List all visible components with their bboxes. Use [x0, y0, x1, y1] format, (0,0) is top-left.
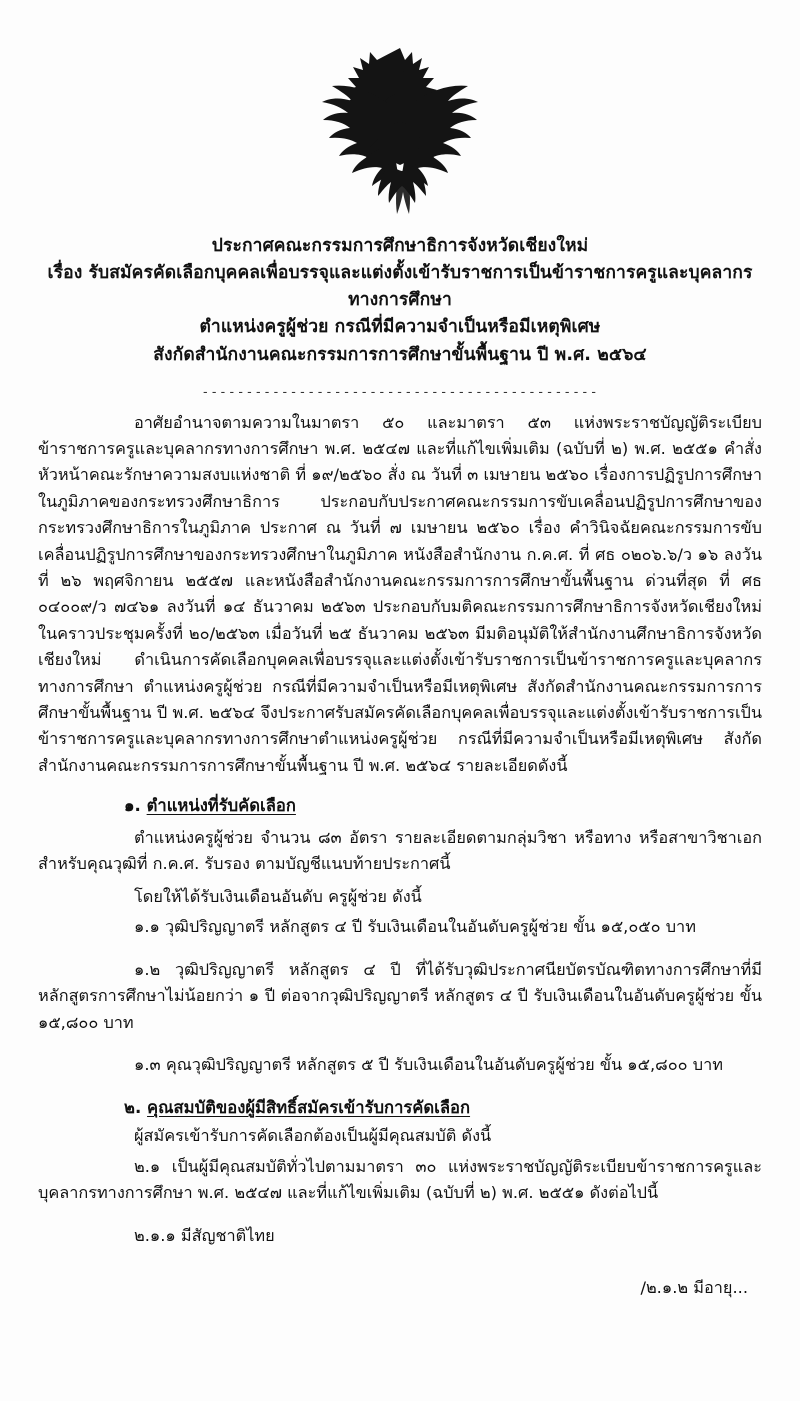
- section-2-number: ๒.: [124, 1098, 142, 1118]
- section-1-title: ตำแหน่งที่รับคัดเลือก: [146, 796, 296, 816]
- emblem-container: [38, 44, 762, 229]
- section-1-paragraph-1: ตำแหน่งครูผู้ช่วย จำนวน ๘๓ อัตรา รายละเอียดตามกลุ่มวิชา หรือทาง หรือสาขาวิชาเอก สำหรับคุณวุฒิที่ ก.ค.ศ. รับรอง ตามบัญชีแนบท้ายประกาศนี้: [38, 828, 762, 874]
- title-line-2: เรื่อง รับสมัครคัดเลือกบุคคลเพื่อบรรจุและแต่งตั้งเข้ารับราชการเป็นข้าราชการครูและบุคลากรทางการศึกษา: [47, 263, 753, 311]
- garuda-emblem: [310, 44, 490, 219]
- section-1-item-1: ๑.๑ วุฒิปริญญาตรี หลักสูตร ๔ ปี รับเงินเดือนในอันดับครูผู้ช่วย ขั้น ๑๕,๐๕๐ บาท: [134, 917, 696, 937]
- section-1-item-3: ๑.๓ คุณวุฒิปริญญาตรี หลักสูตร ๕ ปี รับเงินเดือนในอันดับครูผู้ช่วย ขั้น ๑๕,๘๐๐ บาท: [134, 1055, 723, 1075]
- section-1-item-2: ๑.๒ วุฒิปริญญาตรี หลักสูตร ๔ ปี ที่ได้รับวุฒิประกาศนียบัตรบัณฑิตทางการศึกษาที่มีหลักสูตรการศึกษาไม่น้อยกว่า ๑ ปี ต่อจากวุฒิปริญญาตรี หลักสูตร ๔ ปี รับเงินเดือนในอันดับครูผู้ช่วย ขั้น ๑๕,๘๐๐ บาท: [38, 959, 762, 1032]
- title-line-1: ประกาศคณะกรรมการศึกษาธิการจังหวัดเชียงใหม่: [211, 236, 589, 256]
- preamble-paragraph: อาศัยอำนาจตามความในมาตรา ๕๐ และมาตรา ๕๓ แห่งพระราชบัญญัติระเบียบข้าราชการครูและบุคลากรทางการศึกษา พ.ศ. ๒๕๔๗ และที่แก้ไขเพิ่มเติม (ฉบับที่ ๒) พ.ศ. ๒๕๕๑ คำสั่งหัวหน้าคณะรักษาความสงบแห่งชาติ ที่ ๑๙/๒๕๖๐ สั่ง ณ วันที่ ๓ เมษายน ๒๕๖๐ เรื่องการปฏิรูปการศึกษาในภูมิภาคของกระทรวงศึกษาธิการ ประกอบกับประกาศคณะกรรมการขับเคลื่อนปฏิรูปการศึกษาของกระทรวงศึกษาธิการในภูมิภาค ประกาศ ณ วันที่ ๗ เมษายน ๒๕๖๐ เรื่อง คำวินิจฉัยคณะกรรมการขับเคลื่อนปฏิรูปการศึกษาของกระทรวงศึกษาในภูมิภาค หนังสือสำนักงาน ก.ค.ศ. ที่ ศธ ๐๒๐๖.๖/ว ๑๖ ลงวันที่ ๒๖ พฤศจิกายน ๒๕๕๗ และหนังสือสำนักงานคณะกรรมการการศึกษาขั้นพื้นฐาน ด่วนที่สุด ที่ ศธ ๐๔๐๐๙/ว ๗๔๖๑ ลงวันที่ ๑๔ ธันวาคม ๒๕๖๓ ประกอบกับมติคณะกรรมการศึกษาธิการจังหวัดเชียงใหม่ ในคราวประชุมครั้งที่ ๒๐/๒๕๖๓ เมื่อวันที่ ๒๕ ธันวาคม ๒๕๖๓ มีมติอนุมัติให้สำนักงานศึกษาธิการจังหวัดเชียงใหม่ ดำเนินการคัดเลือกบุคคลเพื่อบรรจุและแต่งตั้งเข้ารับราชการเป็นข้าราชการครูและบุคลากรทางการศึกษา ตำแหน่งครูผู้ช่วย กรณีที่มีความจำเป็นหรือมีเหตุพิเศษ สังกัดสำนักงานคณะกรรมการการศึกษาขั้นพื้นฐาน ปี พ.ศ. ๒๕๖๔ จึงประกาศรับสมัครคัดเลือกบุคคลเพื่อบรรจุและแต่งตั้งเข้ารับราชการเป็นข้าราชการครูและบุคลากรทางการศึกษาตำแหน่งครูผู้ช่วย กรณีที่มีความจำเป็นหรือมีเหตุพิเศษ สังกัดสำนักงานคณะกรรมการการศึกษาขั้นพื้นฐาน ปี พ.ศ. ๒๕๖๔ รายละเอียดดังนี้: [38, 412, 762, 775]
- section-2-title: คุณสมบัติของผู้มีสิทธิ์สมัครเข้ารับการคัดเลือก: [147, 1098, 471, 1118]
- section-2-item-2: ๒.๑.๑ มีสัญชาติไทย: [134, 1225, 275, 1245]
- divider: ---------------------------------------------: [201, 384, 599, 400]
- section-2-item-1: ๒.๑ เป็นผู้มีคุณสมบัติทั่วไปตามมาตรา ๓๐ แห่งพระราชบัญญัติระเบียบข้าราชการครูและบุคลากรทางการศึกษา พ.ศ. ๒๕๔๗ และที่แก้ไขเพิ่มเติม (ฉบับที่ ๒) พ.ศ. ๒๕๕๑ ดังต่อไปนี้: [38, 1156, 762, 1202]
- document-title-block: [38, 233, 762, 369]
- section-1-heading: [38, 793, 762, 819]
- title-line-4: สังกัดสำนักงานคณะกรรมการการศึกษาขั้นพื้นฐาน ปี พ.ศ. ๒๕๖๔: [153, 344, 647, 365]
- section-2-heading: [38, 1095, 762, 1121]
- title-line-3: ตำแหน่งครูผู้ช่วย กรณีที่มีความจำเป็นหรือมีเหตุพิเศษ: [199, 317, 601, 338]
- section-2-paragraph-1: ผู้สมัครเข้ารับการคัดเลือกต้องเป็นผู้มีคุณสมบัติ ดังนี้: [134, 1126, 492, 1146]
- section-1-paragraph-2: โดยให้ได้รับเงินเดือนอันดับ ครูผู้ช่วย ดังนี้: [134, 886, 422, 906]
- footer-catchword: /๒.๑.๒ มีอายุ...: [640, 1277, 748, 1297]
- section-1-number: ๑.: [124, 796, 141, 816]
